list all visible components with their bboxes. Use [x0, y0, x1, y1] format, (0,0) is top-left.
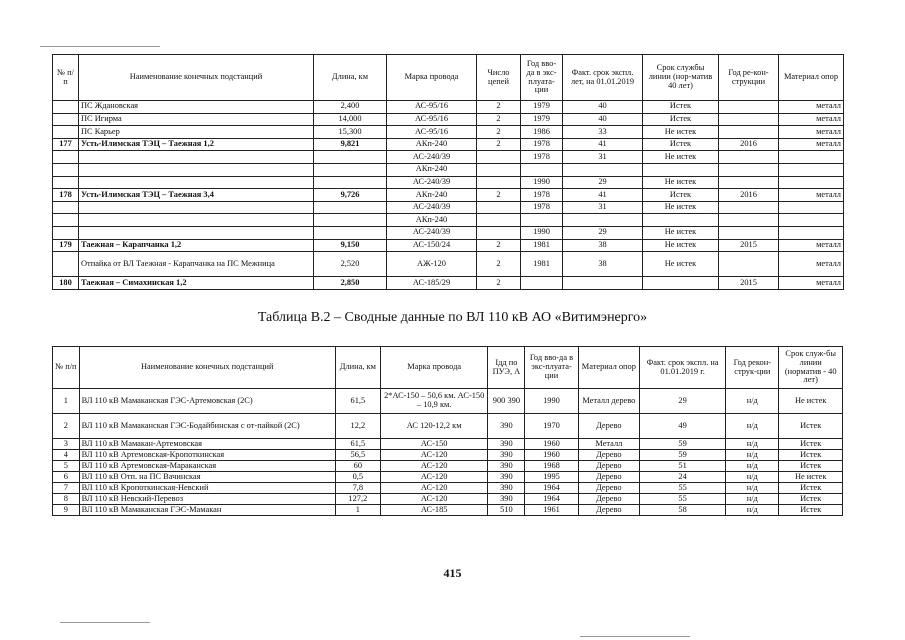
table-cell — [53, 214, 79, 227]
table-cell: 61,5 — [335, 439, 380, 450]
table-cell — [477, 201, 521, 214]
table-cell — [314, 163, 387, 176]
header-cell: Материал опор — [578, 347, 639, 389]
table-cell — [79, 214, 314, 227]
table-row — [53, 226, 844, 239]
table-cell: металл — [779, 126, 844, 139]
table-cell: 1960 — [525, 439, 578, 450]
table-cell: Истек — [643, 138, 719, 151]
table-cell: 390 — [488, 414, 525, 439]
table-cell: Дерево — [578, 483, 639, 494]
table-cell: 2,520 — [314, 252, 387, 277]
header-cell: № п/п — [53, 347, 80, 389]
table-cell: Не истек — [643, 239, 719, 252]
table-cell — [477, 151, 521, 164]
table-cell: н/д — [726, 389, 779, 414]
table-cell: Дерево — [578, 494, 639, 505]
table-row — [53, 505, 843, 516]
table-row — [53, 414, 843, 439]
table-cell: 2 — [477, 252, 521, 277]
table-cell: 41 — [563, 138, 643, 151]
header-cell: Число цепей — [477, 55, 521, 101]
table-cell: металл — [779, 138, 844, 151]
header-cell: Срок службы линии (нор-матив 40 лет) — [643, 55, 719, 101]
table-cell — [719, 163, 779, 176]
table-cell: Истек — [779, 439, 843, 450]
table-cell: 1968 — [525, 461, 578, 472]
table-cell: ВЛ 110 кВ Мамакан-Артемовская — [79, 439, 335, 450]
table-cell — [79, 201, 314, 214]
table-cell: ВЛ 110 кВ Артемовская-Кропоткинская — [79, 450, 335, 461]
scan-artifact-line — [40, 46, 160, 47]
table-cell: 9,726 — [314, 189, 387, 202]
table-cell: н/д — [726, 450, 779, 461]
table-cell — [779, 163, 844, 176]
table-cell: 5 — [53, 461, 80, 472]
table-cell: 2016 — [719, 138, 779, 151]
table-cell: АС-120 — [380, 483, 488, 494]
table-cell: Не истек — [643, 151, 719, 164]
table-cell: 390 — [488, 450, 525, 461]
table-cell: АС-120 — [380, 461, 488, 472]
header-cell: Длина, км — [314, 55, 387, 101]
table-cell: 2 — [477, 138, 521, 151]
table-cell: 127,2 — [335, 494, 380, 505]
table-cell: Дерево — [578, 450, 639, 461]
table-cell: ВЛ 110 кВ Отп. на ПС Вачинская — [79, 472, 335, 483]
table-cell — [79, 226, 314, 239]
header-cell: Год ре-кон-струкции — [719, 55, 779, 101]
table-cell — [53, 201, 79, 214]
table-cell — [779, 151, 844, 164]
table-cell: Металл дерево — [578, 389, 639, 414]
table-cell: Истек — [779, 505, 843, 516]
table-cell: 2015 — [719, 239, 779, 252]
table-cell — [53, 252, 79, 277]
table-cell: 2 — [477, 189, 521, 202]
table-cell: 1 — [335, 505, 380, 516]
table-cell: 900 390 — [488, 389, 525, 414]
table-cell: Истек — [779, 450, 843, 461]
header-cell: Факт. срок экспл. лет, на 01.01.2019 — [563, 55, 643, 101]
table-cell — [779, 214, 844, 227]
table-row — [53, 101, 844, 114]
table-cell: АС-240/39 — [387, 201, 477, 214]
table-cell: 2 — [477, 101, 521, 114]
table-cell: 61,5 — [335, 389, 380, 414]
table-row — [53, 163, 844, 176]
table-cell: н/д — [726, 494, 779, 505]
table-cell: АС-95/16 — [387, 101, 477, 114]
table-cell: Истек — [643, 113, 719, 126]
table-cell: 51 — [640, 461, 726, 472]
table-cell: 1970 — [525, 414, 578, 439]
table-cell: 9,821 — [314, 138, 387, 151]
table-cell: 3 — [53, 439, 80, 450]
table-cell — [477, 163, 521, 176]
table-cell: АС-240/39 — [387, 226, 477, 239]
table-cell — [643, 214, 719, 227]
table-cell: ПС Карьер — [79, 126, 314, 139]
table-header-row — [53, 347, 843, 389]
table-cell: АС-240/39 — [387, 176, 477, 189]
table-cell: металл — [779, 113, 844, 126]
table-cell — [779, 226, 844, 239]
table-cell — [719, 252, 779, 277]
table-cell — [719, 101, 779, 114]
table-cell: Истек — [779, 461, 843, 472]
table-cell: 9 — [53, 505, 80, 516]
table-cell: металл — [779, 189, 844, 202]
table-cell — [477, 214, 521, 227]
lines-table-continued — [52, 54, 844, 290]
table-cell — [779, 201, 844, 214]
table-cell: 1990 — [521, 226, 563, 239]
table-row — [53, 126, 844, 139]
table-cell: 178 — [53, 189, 79, 202]
table-cell — [643, 277, 719, 290]
table-cell: АКп-240 — [387, 214, 477, 227]
table-cell: 29 — [563, 226, 643, 239]
table-cell: 7 — [53, 483, 80, 494]
table-cell: Истек — [643, 101, 719, 114]
table-cell — [53, 126, 79, 139]
vitimenergo-lines-table — [52, 346, 843, 516]
table-row — [53, 277, 844, 290]
table-row — [53, 389, 843, 414]
table-cell: 15,300 — [314, 126, 387, 139]
table-cell: Таежная – Карапчанка 1,2 — [79, 239, 314, 252]
table-cell — [719, 113, 779, 126]
table-cell — [643, 163, 719, 176]
table-cell: н/д — [726, 461, 779, 472]
table-cell: 2 — [477, 277, 521, 290]
table-cell: 40 — [563, 113, 643, 126]
table-cell: 1964 — [525, 494, 578, 505]
header-cell: Iдд по ПУЭ, А — [488, 347, 525, 389]
table-row — [53, 151, 844, 164]
table-cell — [53, 176, 79, 189]
table-cell — [779, 176, 844, 189]
table-row — [53, 239, 844, 252]
table-cell: 2,850 — [314, 277, 387, 290]
table-cell: 1995 — [525, 472, 578, 483]
table-cell: 390 — [488, 472, 525, 483]
table-cell: 1 — [53, 389, 80, 414]
table-cell — [521, 277, 563, 290]
table-cell: Не истек — [643, 176, 719, 189]
table-cell: Дерево — [578, 472, 639, 483]
table-cell: ВЛ 110 кВ Мамаканская ГЭС-Бодайбинская с от-пайкой (2С) — [79, 414, 335, 439]
table-cell — [563, 214, 643, 227]
table-row — [53, 189, 844, 202]
table-cell: 1986 — [521, 126, 563, 139]
table-cell: 4 — [53, 450, 80, 461]
table-cell: 2,400 — [314, 101, 387, 114]
table-cell: 177 — [53, 138, 79, 151]
page-number: 415 — [443, 566, 462, 580]
table-cell: 1990 — [521, 176, 563, 189]
table-cell — [79, 163, 314, 176]
table-cell — [719, 214, 779, 227]
table-cell: 14,000 — [314, 113, 387, 126]
header-cell: Срок служ-бы линии (норматив - 40 лет) — [779, 347, 843, 389]
table-cell — [521, 163, 563, 176]
table-cell: Не истек — [643, 126, 719, 139]
table-cell: Не истек — [643, 201, 719, 214]
table-cell: 60 — [335, 461, 380, 472]
table-cell: АС-95/16 — [387, 113, 477, 126]
table-row — [53, 461, 843, 472]
table-cell: 180 — [53, 277, 79, 290]
table-cell: Истек — [779, 414, 843, 439]
table-cell — [53, 226, 79, 239]
table-cell: 390 — [488, 483, 525, 494]
table-cell: 59 — [640, 450, 726, 461]
header-cell: Факт. срок экспл. на 01.01.2019 г. — [640, 347, 726, 389]
table-cell: 31 — [563, 201, 643, 214]
table-row — [53, 252, 844, 277]
table-cell: 49 — [640, 414, 726, 439]
table-cell: ПС Игирма — [79, 113, 314, 126]
table-row — [53, 439, 843, 450]
table-cell: 41 — [563, 189, 643, 202]
table-cell: 6 — [53, 472, 80, 483]
header-cell: Наименование конечных подстанций — [79, 55, 314, 101]
table-row — [53, 483, 843, 494]
table-cell: 1979 — [521, 101, 563, 114]
table-cell: АС-150 — [380, 439, 488, 450]
table-cell: ВЛ 110 кВ Артемовская-Мараканская — [79, 461, 335, 472]
header-cell: Длина, км — [335, 347, 380, 389]
table-cell: 29 — [640, 389, 726, 414]
table-cell: 179 — [53, 239, 79, 252]
table-cell: 510 — [488, 505, 525, 516]
table-cell: Металл — [578, 439, 639, 450]
table-row — [53, 214, 844, 227]
table-cell: 1964 — [525, 483, 578, 494]
table-cell: 24 — [640, 472, 726, 483]
table-cell: металл — [779, 252, 844, 277]
table-cell: 1979 — [521, 113, 563, 126]
table-cell: 1990 — [525, 389, 578, 414]
table-cell: 1981 — [521, 239, 563, 252]
table-cell: н/д — [726, 439, 779, 450]
table-cell: 9,150 — [314, 239, 387, 252]
table-cell: АС-95/16 — [387, 126, 477, 139]
table-row — [53, 494, 843, 505]
table-row — [53, 201, 844, 214]
table-cell: н/д — [726, 483, 779, 494]
table-cell — [53, 151, 79, 164]
table-cell: Отпайка от ВЛ Таежная - Карапчанка на ПС Межница — [79, 252, 314, 277]
table-cell: 56,5 — [335, 450, 380, 461]
table-cell: 1961 — [525, 505, 578, 516]
table-cell: 2 — [477, 113, 521, 126]
table-cell: АС-240/39 — [387, 151, 477, 164]
table-cell: АКп-240 — [387, 189, 477, 202]
table-cell: 1978 — [521, 201, 563, 214]
table-cell: 33 — [563, 126, 643, 139]
table-cell: 2 — [477, 239, 521, 252]
table-cell: АС-185 — [380, 505, 488, 516]
table-cell: ВЛ 110 кВ Мамаканская ГЭС-Артемовская (2С) — [79, 389, 335, 414]
header-cell: Марка провода — [380, 347, 488, 389]
table-cell: 2 — [477, 126, 521, 139]
table-cell — [719, 226, 779, 239]
table-cell: н/д — [726, 472, 779, 483]
table-cell — [53, 113, 79, 126]
table-cell — [521, 214, 563, 227]
table-cell: 390 — [488, 494, 525, 505]
table-cell — [563, 163, 643, 176]
table-cell: АС-120 — [380, 450, 488, 461]
header-cell: Год вво-да в экс-плуата-ции — [521, 55, 563, 101]
table-cell: н/д — [726, 414, 779, 439]
table-cell: Дерево — [578, 461, 639, 472]
table-cell: 0,5 — [335, 472, 380, 483]
table-cell: 1960 — [525, 450, 578, 461]
table-cell: 29 — [563, 176, 643, 189]
table-cell: Дерево — [578, 414, 639, 439]
table-cell: Дерево — [578, 505, 639, 516]
table-row — [53, 450, 843, 461]
table-cell: 12,2 — [335, 414, 380, 439]
table-cell — [477, 176, 521, 189]
table-cell — [79, 151, 314, 164]
table-cell: 2 — [53, 414, 80, 439]
table-cell: металл — [779, 101, 844, 114]
table-cell: 40 — [563, 101, 643, 114]
table-cell: 1978 — [521, 189, 563, 202]
table-cell: 390 — [488, 461, 525, 472]
table-cell: 1981 — [521, 252, 563, 277]
table-cell — [719, 151, 779, 164]
table-cell — [79, 176, 314, 189]
table-cell: Не истек — [779, 472, 843, 483]
table-cell: Усть-Илимская ТЭЦ – Таежная 3,4 — [79, 189, 314, 202]
table-cell: 55 — [640, 494, 726, 505]
table-cell — [314, 151, 387, 164]
table-cell — [53, 163, 79, 176]
table-cell: н/д — [726, 505, 779, 516]
header-cell: Материал опор — [779, 55, 844, 101]
table-cell: Не истек — [643, 226, 719, 239]
table-cell — [719, 126, 779, 139]
table-row — [53, 138, 844, 151]
table-cell: ПС Ждановская — [79, 101, 314, 114]
table-cell: АС 120-12,2 км — [380, 414, 488, 439]
table-cell: 58 — [640, 505, 726, 516]
table-cell: 1978 — [521, 151, 563, 164]
header-cell: Год вво-да в экс-плуата-ции — [525, 347, 578, 389]
table-cell — [719, 176, 779, 189]
table-row — [53, 113, 844, 126]
table-cell: 38 — [563, 239, 643, 252]
header-cell: № п/п — [53, 55, 79, 101]
table-cell: 2016 — [719, 189, 779, 202]
table-cell: Таежная – Симахинская 1,2 — [79, 277, 314, 290]
scan-artifact-line — [60, 622, 150, 623]
table-cell: Истек — [779, 483, 843, 494]
table-cell: АКп-240 — [387, 163, 477, 176]
header-cell: Марка провода — [387, 55, 477, 101]
table-cell: АС-120 — [380, 472, 488, 483]
table-cell: 1978 — [521, 138, 563, 151]
table-cell: 2*АС-150 – 50,6 км. АС-150 – 10,9 км. — [380, 389, 488, 414]
table-cell: Усть-Илимская ТЭЦ – Таежная 1,2 — [79, 138, 314, 151]
table-header-row — [53, 55, 844, 101]
table-cell: ВЛ 110 кВ Кропоткинская-Невский — [79, 483, 335, 494]
table-cell: Не истек — [643, 252, 719, 277]
table-cell: АС-185/29 — [387, 277, 477, 290]
table-cell: 2015 — [719, 277, 779, 290]
table-cell: 390 — [488, 439, 525, 450]
table-cell — [563, 277, 643, 290]
table-row — [53, 472, 843, 483]
header-cell: Наименование конечных подстанций — [79, 347, 335, 389]
scan-artifact-line — [580, 636, 690, 637]
table-cell: АС-120 — [380, 494, 488, 505]
table-cell: 59 — [640, 439, 726, 450]
table-cell — [477, 226, 521, 239]
table-cell: АКп-240 — [387, 138, 477, 151]
table-caption: Таблица В.2 – Сводные данные по ВЛ 110 кВ АО «Витимэнерго» — [257, 310, 648, 325]
table-cell: 55 — [640, 483, 726, 494]
table-cell: металл — [779, 277, 844, 290]
table-cell: металл — [779, 239, 844, 252]
table-cell: 31 — [563, 151, 643, 164]
table-cell — [314, 226, 387, 239]
table-cell: Не истек — [779, 389, 843, 414]
table-cell — [314, 176, 387, 189]
table-cell: АЖ-120 — [387, 252, 477, 277]
table-cell: 38 — [563, 252, 643, 277]
table-cell — [53, 101, 79, 114]
table-cell: 7,8 — [335, 483, 380, 494]
table-cell: ВЛ 110 кВ Мамаканская ГЭС-Мамакан — [79, 505, 335, 516]
table-cell — [314, 201, 387, 214]
table-row — [53, 176, 844, 189]
header-cell: Год рекон-струк-ции — [726, 347, 779, 389]
table-cell: 8 — [53, 494, 80, 505]
table-cell — [719, 201, 779, 214]
table-cell: АС-150/24 — [387, 239, 477, 252]
table-cell: Истек — [643, 189, 719, 202]
table-cell: ВЛ 110 кВ Невский-Перевоз — [79, 494, 335, 505]
table-cell — [314, 214, 387, 227]
table-cell: Истек — [779, 494, 843, 505]
